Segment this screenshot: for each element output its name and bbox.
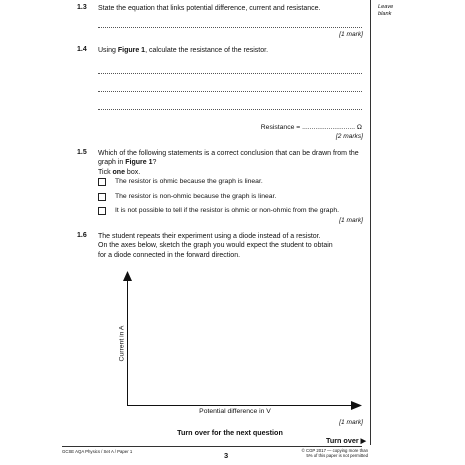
option-3-label: It is not possible to tell if the resistor is ohmic or non-ohmic from the graph.: [115, 207, 340, 214]
tick-instruction: Tick one box.: [98, 168, 141, 176]
margin-line: [370, 0, 371, 445]
footer-rule: [62, 446, 362, 447]
turn-over[interactable]: [326, 436, 366, 445]
page-number: 3: [224, 451, 229, 460]
option-3-checkbox[interactable]: [98, 207, 106, 215]
x-axis-arrowhead: [351, 401, 362, 410]
x-axis-label: Potential difference in V: [199, 408, 271, 415]
option-2-label: The resistor is non-ohmic because the graph is linear.: [115, 193, 277, 200]
question-1-3-marks: [1 mark]: [339, 31, 363, 38]
blank-label: blank: [378, 11, 392, 17]
answer-line[interactable]: [98, 109, 362, 110]
turn-over-next-question: Turn over for the next question: [177, 428, 283, 437]
course-label: GCSE AQA Physics / Set A / Paper 1: [62, 449, 133, 454]
option-1-label: The resistor is ohmic because the graph is linear.: [115, 178, 263, 185]
answer-line[interactable]: [98, 73, 362, 74]
question-1-4-number: 1.4: [77, 46, 87, 53]
figure-reference: Figure 1: [125, 159, 153, 167]
question-1-3-text: State the equation that links potential difference, current and resistance.: [98, 5, 321, 12]
leave-label: Leave: [378, 4, 394, 10]
question-1-6-number: 1.6: [77, 232, 87, 239]
question-1-4-text: Using Figure 1, calculate the resistance of the resistor.: [98, 47, 269, 54]
answer-line[interactable]: [98, 91, 362, 92]
triangle-right-icon: ▶: [360, 436, 367, 445]
option-2-checkbox[interactable]: [98, 193, 106, 201]
question-1-5-text: Which of the following statements is a correct conclusion that can be drawn from the graph in Figure 1? Tick one box.: [98, 149, 366, 177]
answer-line[interactable]: [98, 27, 362, 28]
option-1-checkbox[interactable]: [98, 178, 106, 186]
sketch-axes[interactable]: [120, 268, 370, 413]
question-1-6-marks: [1 mark]: [339, 419, 363, 426]
figure-reference: Figure 1: [117, 47, 146, 54]
ohm-unit: Ω: [356, 124, 362, 131]
turn-over-label: Turn over: [326, 436, 359, 445]
question-1-3-number: 1.3: [77, 4, 87, 11]
question-1-5-number: 1.5: [77, 149, 87, 156]
copyright-notice: © CGP 2017 — copying more than 5% of this paper is not permitted: [301, 448, 368, 458]
question-1-6-text: The student repeats their experiment using a diode instead of a resistor. On the axes below, sketch the graph you would expect the student to obtain for a diode connected in the forward direction.: [98, 233, 333, 259]
resistance-answer-field[interactable]: ............................: [302, 124, 356, 131]
y-axis-label: Current in A: [118, 325, 126, 362]
resistance-label: Resistance =: [260, 124, 303, 131]
leave-blank-note: [378, 4, 393, 18]
question-1-5-marks: [1 mark]: [339, 217, 363, 224]
question-1-4-marks: [2 marks]: [335, 133, 363, 140]
resistance-answer: [200, 124, 362, 131]
